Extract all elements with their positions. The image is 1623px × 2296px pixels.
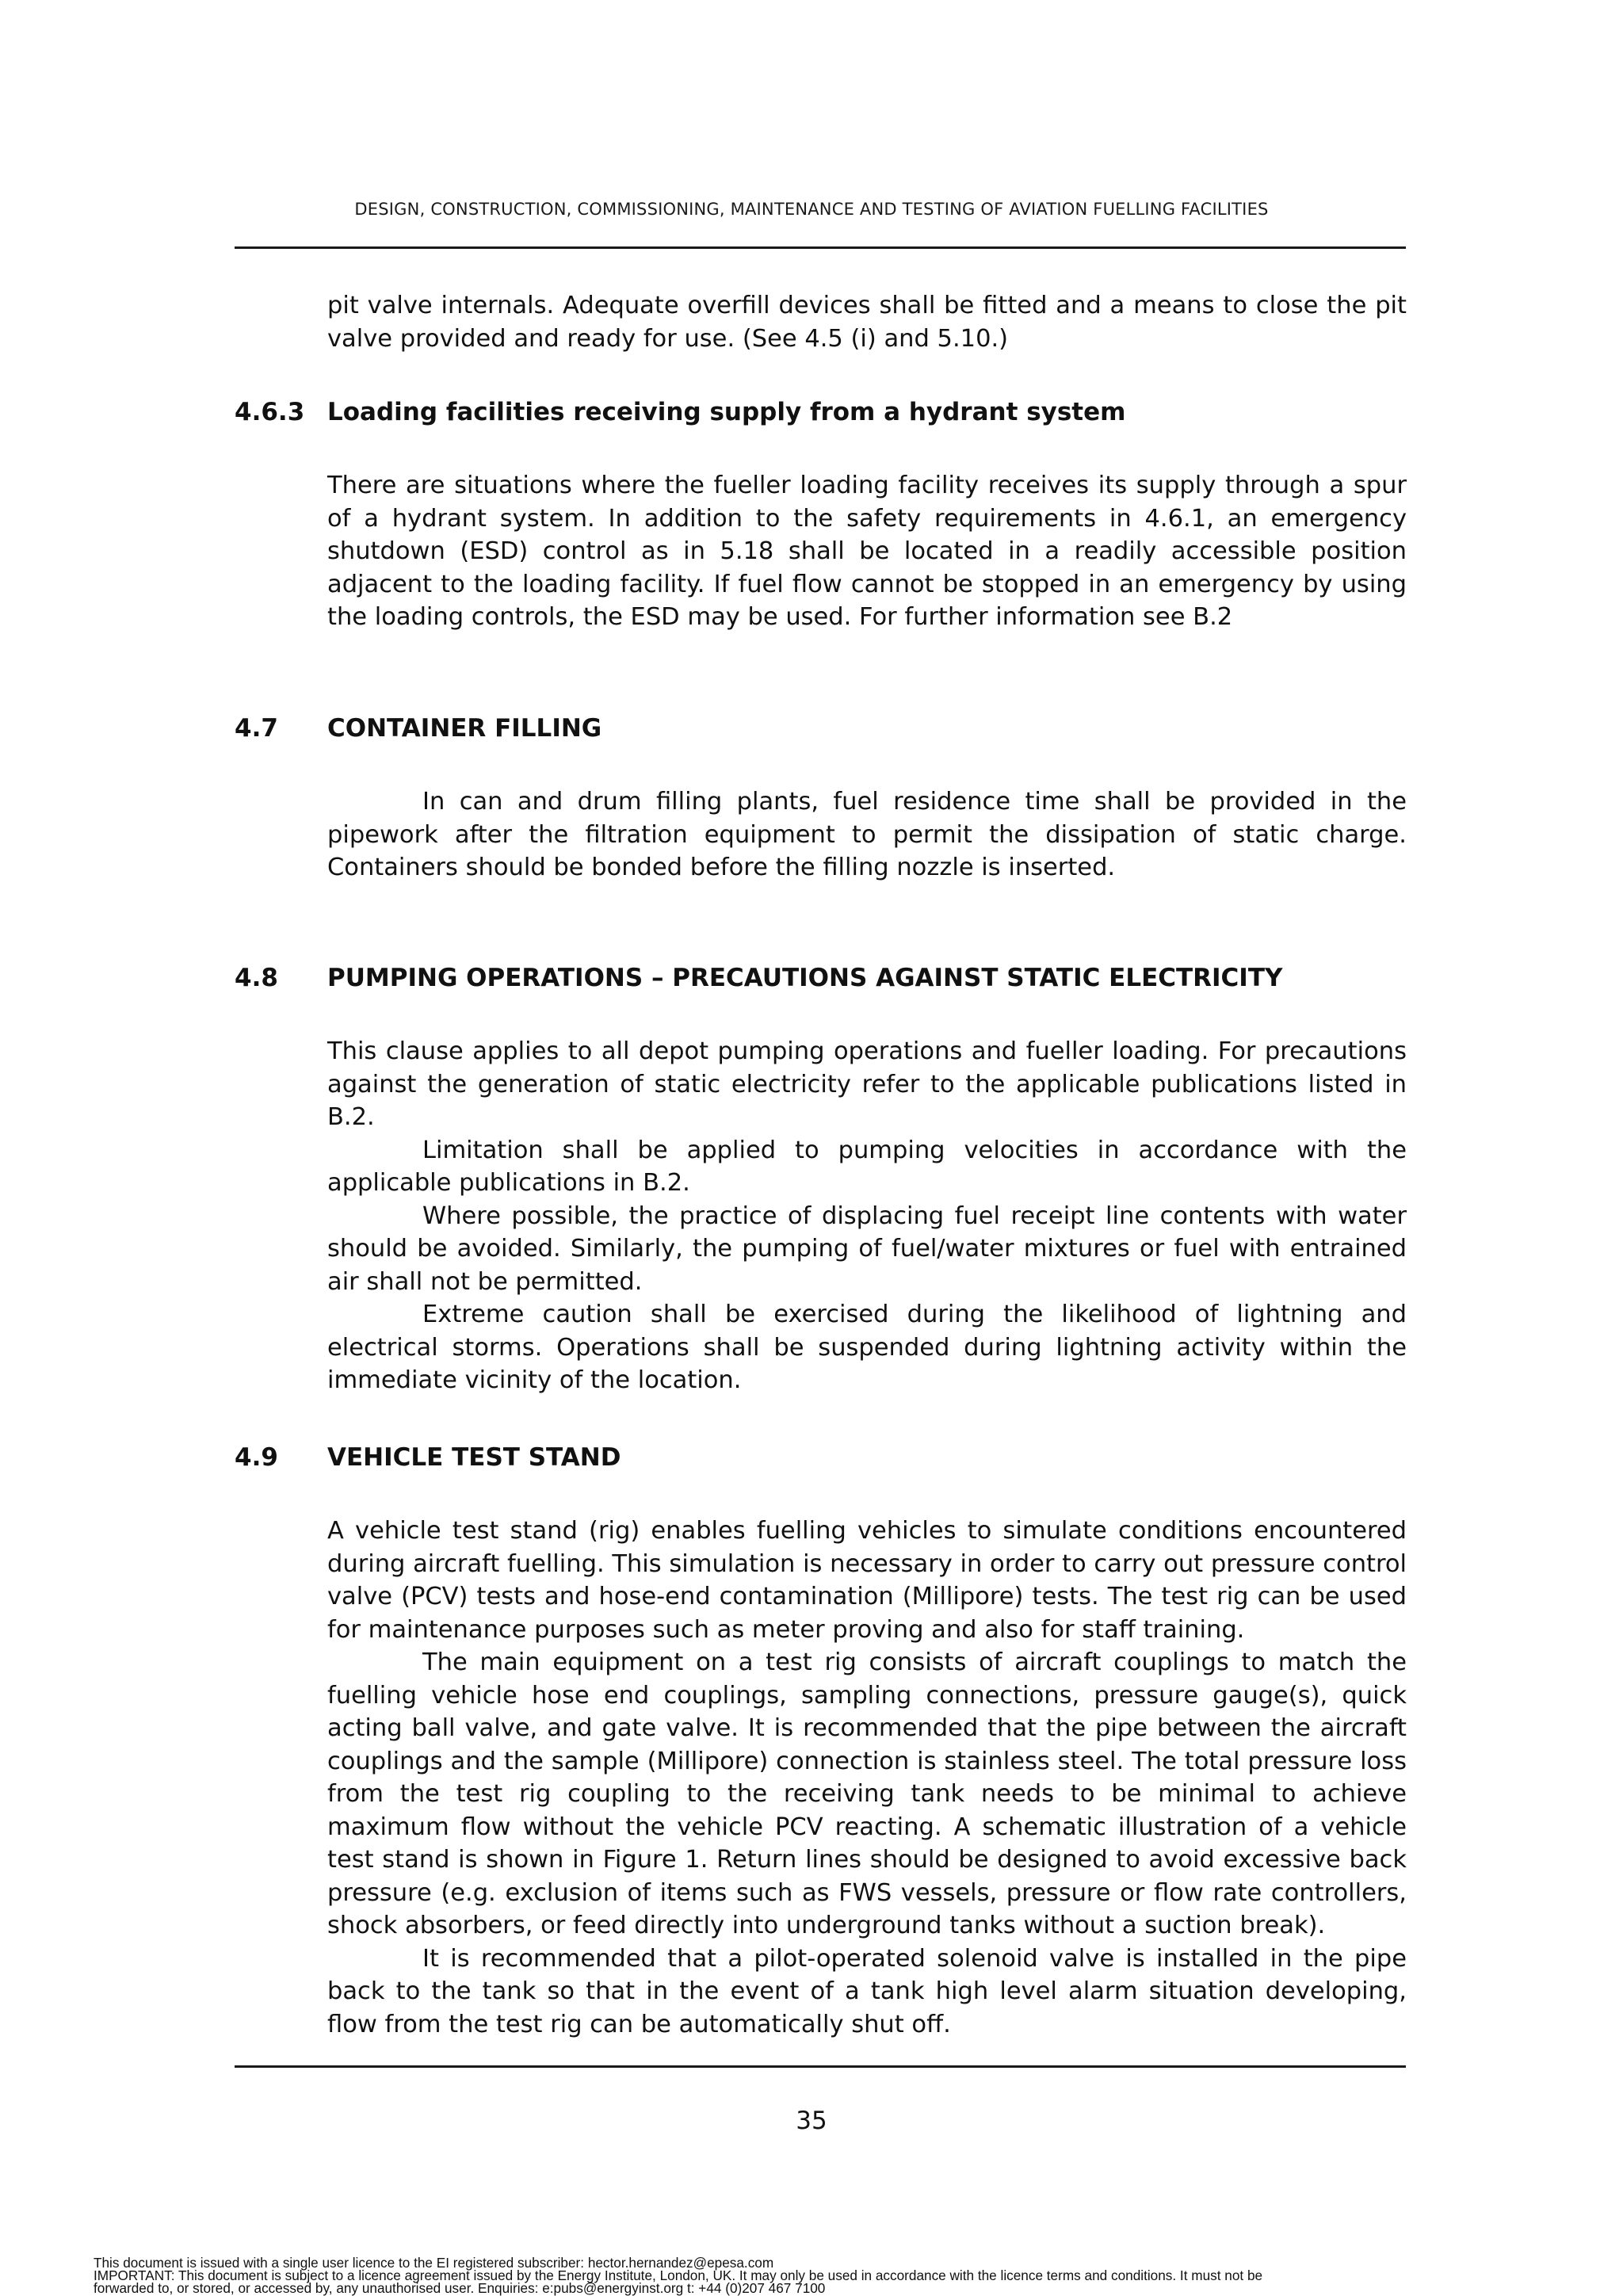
footer-line: IMPORTANT: This document is subject to a licence agreement issued by the Energy Institute, London, UK. It may only be used in accordance with the licence terms and conditions. It must not be: [94, 2267, 1263, 2283]
paragraph: Limitation shall be applied to pumping velocities in accordance with the applicable publications in B.2.: [327, 1136, 1407, 1197]
paragraph: Extreme caution shall be exercised during the likelihood of lightning and electrical storms. Operations shall be suspended during lightning activity within the immediate vicinity of the location.: [327, 1301, 1407, 1394]
paragraph: The main equipment on a test rig consists of aircraft couplings to match the fuelling vehicle hose end couplings, sampling connections, pressure gauge(s), quick acting ball valve, and gate valve. It is recommended that the pipe between the aircraft couplings and the sample (Millipore) connection is stainless steel. The total pressure loss from the test rig coupling to the receiving tank needs to be minimal to achieve maximum flow without the vehicle PCV reacting. A schematic illustration of a vehicle test stand is shown in Figure 1. Return lines should be designed to avoid excessive back pressure (e.g. exclusion of items such as FWS vessels, pressure or flow rate controllers, shock absorbers, or feed directly into underground tanks without a suction break).: [327, 1648, 1407, 1939]
section-title: VEHICLE TEST STAND: [327, 1443, 621, 1472]
header-rule: [235, 246, 1406, 249]
section-heading-4-7: [235, 712, 1407, 744]
section-number: 4.6.3: [235, 398, 305, 426]
section-body-4-9: [327, 1515, 1407, 2041]
paragraph: It is recommended that a pilot-operated solenoid valve is installed in the pipe back to the tank so that in the event of a tank high level alarm situation developing, flow from the test rig can be automatically shut off.: [327, 1944, 1407, 2038]
licence-footer: [94, 2256, 1512, 2294]
section-body-4-7: [327, 785, 1407, 884]
section-title: Loading facilities receiving supply from a hydrant system: [327, 398, 1126, 426]
running-header: DESIGN, CONSTRUCTION, COMMISSIONING, MAINTENANCE AND TESTING OF AVIATION FUELLING FACILITIES: [354, 200, 1269, 219]
section-title: PUMPING OPERATIONS – PRECAUTIONS AGAINST STATIC ELECTRICITY: [327, 964, 1283, 992]
intro-block: [327, 289, 1407, 355]
section-heading-4-6-3: [235, 396, 1407, 428]
section-number: 4.8: [235, 964, 278, 992]
paragraph: This clause applies to all depot pumping operations and fueller loading. For precautions against the generation of static electricity refer to the applicable publications listed in B.2.: [327, 1037, 1407, 1131]
section-heading-4-8: [235, 962, 1407, 994]
section-number: 4.9: [235, 1443, 278, 1472]
paragraph: There are situations where the fueller loading facility receives its supply through a spur of a hydrant system. In addition to the safety requirements in 4.6.1, an emergency shutdown (ESD) control as in 5.18 shall be located in a readily accessible position adjacent to the loading facility. If fuel flow cannot be stopped in an emergency by using the loading controls, the ESD may be used. For further information see B.2: [327, 472, 1407, 631]
section-heading-4-9: [235, 1442, 1407, 1473]
footer-line: forwarded to, or stored, or accessed by, any unauthorised user. Enquiries: e:pubs@energyinst.org t: +44 (0)207 467 7100: [94, 2280, 826, 2296]
section-body-4-8: [327, 1035, 1407, 1397]
footer-rule: [235, 2065, 1406, 2068]
page-number: 35: [796, 2107, 827, 2135]
section-title: CONTAINER FILLING: [327, 714, 602, 743]
section-number: 4.7: [235, 714, 278, 743]
paragraph: A vehicle test stand (rig) enables fuelling vehicles to simulate conditions encountered during aircraft fuelling. This simulation is necessary in order to carry out pressure control valve (PCV) tests and hose-end contamination (Millipore) tests. The test rig can be used for maintenance purposes such as meter proving and also for staff training.: [327, 1517, 1407, 1644]
footer-line: This document is issued with a single user licence to the EI registered subscriber: hector.hernandez@epesa.com: [94, 2255, 774, 2271]
paragraph: pit valve internals. Adequate overfill devices shall be fitted and a means to close the pit valve provided and ready for use. (See 4.5 (i) and 5.10.): [327, 292, 1407, 353]
section-body-4-6-3: [327, 469, 1407, 634]
paragraph: Where possible, the practice of displacing fuel receipt line contents with water should be avoided. Similarly, the pumping of fuel/water mixtures or fuel with entrained air shall not be permitted.: [327, 1201, 1407, 1296]
paragraph: In can and drum filling plants, fuel residence time shall be provided in the pipework after the filtration equipment to permit the dissipation of static charge. Containers should be bonded before the filling nozzle is inserted.: [327, 788, 1407, 881]
